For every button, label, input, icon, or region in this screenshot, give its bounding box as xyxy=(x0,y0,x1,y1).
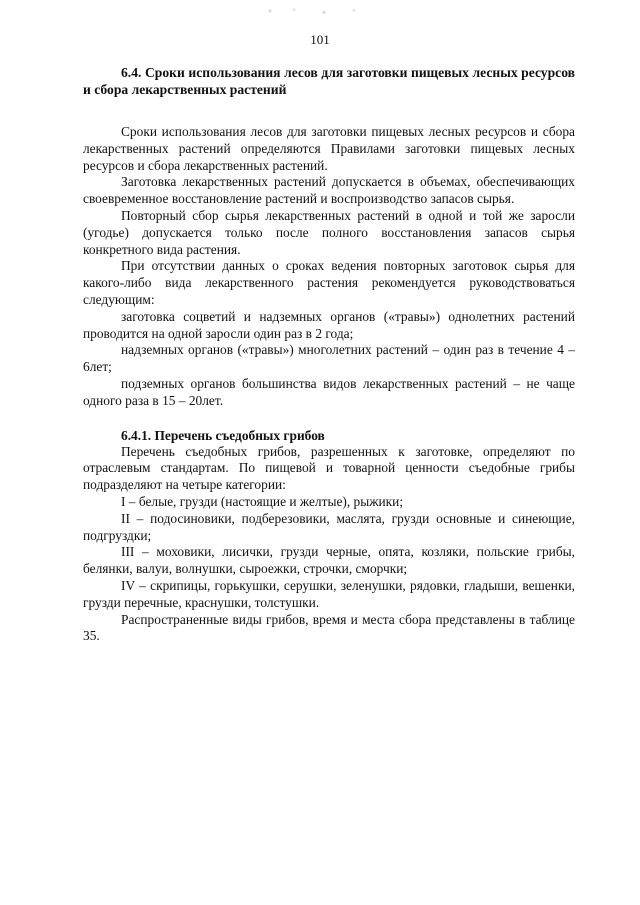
paragraph: подземных органов большинства видов лекарственных растений – не чаще одного раза в 15 – 20лет. xyxy=(83,375,575,408)
subsection-heading: 6.4.1. Перечень съедобных грибов xyxy=(121,427,325,443)
paragraph: заготовка соцветий и надземных органов («травы») однолетних растений проводится на одной заросли один раз в 2 года; xyxy=(83,308,575,341)
page-content xyxy=(83,64,575,645)
paragraph: Повторный сбор сырья лекарственных растений в одной и той же заросли (угодье) допускается только после полного восстановления запасов сырья конкретного вида растения. xyxy=(83,207,575,257)
category-item: II – подосиновики, подберезовики, маслята, грузди основные и синеющие, подгруздки; xyxy=(83,510,575,543)
category-item: III – моховики, лисички, грузди черные, опята, козляки, польские грибы, белянки, валуи, волнушки, сыроежки, строчки, сморчки; xyxy=(83,544,575,577)
paragraph: надземных органов («травы») многолетних растений – один раз в течение 4 – 6лет; xyxy=(83,342,575,375)
page-number: 101 xyxy=(310,32,330,47)
paragraph: При отсутствии данных о сроках ведения повторных заготовок сырья для какого-либо вида лекарственного растения рекомендуется руководствоваться следующим: xyxy=(83,258,575,307)
scan-artifact xyxy=(258,4,378,18)
category-item: IV – скрипицы, горькушки, серушки, зеленушки, рядовки, гладыши, вешенки, грузди перечные, краснушки, толстушки. xyxy=(83,577,575,610)
category-item: I – белые, грузди (настоящие и желтые), рыжики; xyxy=(121,493,404,509)
paragraph: Распространенные виды грибов, время и места сбора представлены в таблице 35. xyxy=(83,611,575,644)
paragraph: Сроки использования лесов для заготовки пищевых лесных ресурсов и сбора лекарственных растений определяются Правилами заготовки пищевых лесных ресурсов и сбора лекарственных растений. xyxy=(83,124,575,173)
paragraph: Заготовка лекарственных растений допускается в объемах, обеспечивающих своевременное восстановление растений и воспроизводство запасов сырья. xyxy=(83,174,575,207)
section-heading: 6.4. Сроки использования лесов для заготовки пищевых лесных ресурсов и сбора лекарственных растений xyxy=(83,65,575,97)
paragraph: Перечень съедобных грибов, разрешенных к заготовке, определяют по отраслевым стандартам. По пищевой и товарной ценности съедобные грибы подразделяют на четыре категории: xyxy=(83,443,575,493)
